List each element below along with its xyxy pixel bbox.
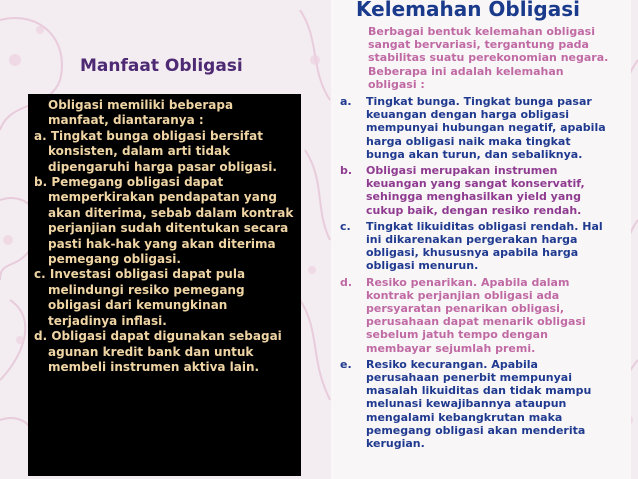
weakness-item bbox=[340, 276, 612, 355]
benefits-intro: Obligasi memiliki beberapa manfaat, diantaranya : bbox=[48, 98, 234, 128]
item-text: Resiko kecurangan. Apabila perusahaan penerbit mempunyai masalah likuiditas dan tidak mampu melunasi kewajibannya ataupun mengalami kebangkrutan maka pemegang obligasi akan menderita kerugian. bbox=[366, 357, 592, 451]
benefit-item: d. Obligasi dapat digunakan sebagai agunan kredit bank dan untuk membeli instrumen aktiva lain. bbox=[34, 329, 282, 374]
item-marker: e. bbox=[340, 357, 352, 371]
weakness-item bbox=[340, 358, 612, 450]
item-text: Obligasi merupakan instrumen keuangan yang sangat konservatif, sehingga menghasilkan yield yang cukup baik, dengan resiko rendah. bbox=[366, 164, 585, 217]
item-text: Tingkat likuiditas obligasi rendah. Hal ini dikarenakan pergerakan harga obligasi, khususnya apabila harga obligasi menurun. bbox=[366, 219, 603, 273]
benefit-item: c. Investasi obligasi dapat pula melindungi resiko pemegang obligasi dari kemungkinan terjadinya inflasi. bbox=[34, 267, 246, 328]
benefits-list bbox=[34, 98, 298, 375]
right-title: Kelemahan Obligasi bbox=[356, 0, 581, 21]
weaknesses-intro: Berbagai bentuk kelemahan obligasi sangat bervariasi, tergantung pada stabilitas suatu perekonomian negara. Beberapa ini adalah kelemahan obligasi : bbox=[368, 25, 609, 91]
benefit-item: a. Tingkat bunga obligasi bersifat konsisten, dalam arti tidak dipengaruhi harga pasar obligasi. bbox=[34, 128, 277, 174]
item-text: Resiko penarikan. Apabila dalam kontrak perjanjian obligasi ada persyaratan penarikan obligasi, perusahaan dapat menarik obligasi sebelum jatuh tempo dengan membayar sejumlah premi. bbox=[366, 275, 586, 355]
left-heading: Manfaat Obligasi bbox=[80, 56, 243, 76]
weakness-item bbox=[340, 95, 612, 161]
item-marker: d. bbox=[340, 275, 353, 289]
item-marker: c. bbox=[340, 219, 351, 233]
weakness-item bbox=[340, 220, 612, 273]
weakness-item bbox=[340, 164, 612, 217]
item-marker: a. bbox=[340, 95, 352, 109]
item-marker: b. bbox=[340, 164, 353, 178]
item-text: Tingkat bunga. Tingkat bunga pasar keuangan dengan harga obligasi mempunyai hubungan negatif, apabila harga obligasi naik maka tingkat bunga akan turun, dan sebaliknya. bbox=[366, 95, 606, 161]
benefit-item: b. Pemegang obligasi dapat memperkirakan pendapatan yang akan diterima, sebab dalam kontrak perjanjian sudah ditentukan secara pasti hak-hak yang akan diterima pemegang obligasi. bbox=[34, 175, 294, 267]
weaknesses-list bbox=[340, 25, 612, 453]
